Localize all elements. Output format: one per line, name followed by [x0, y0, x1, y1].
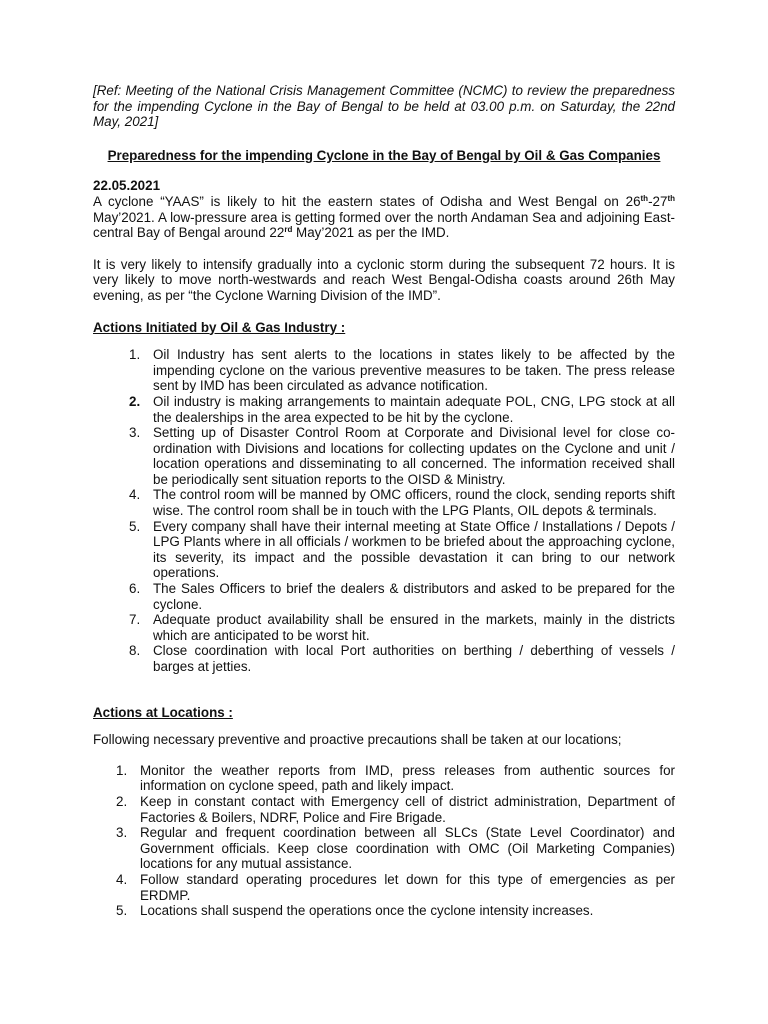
- list-item: [116, 763, 675, 794]
- item-number: 4.: [116, 871, 128, 887]
- item-text: Monitor the weather reports from IMD, press releases from authentic sources for information on cyclone speed, path and likely impact.: [140, 762, 675, 794]
- intro-paragraph-2: It is very likely to intensify gradually into a cyclonic storm during the subsequent 72 hours. It is very likely to move north-westwards and reach West Bengal-Odisha coasts around 26th May evening, as per “the Cyclone Warning Division of the IMD”.: [93, 256, 675, 303]
- item-number: 4.: [129, 487, 141, 503]
- item-number: 7.: [129, 612, 141, 628]
- list-item: [129, 643, 675, 674]
- list-item: [116, 794, 675, 825]
- item-number: 2.: [116, 793, 128, 809]
- location-actions-intro: Following necessary preventive and proactive precautions shall be taken at our locations;: [93, 732, 622, 748]
- item-text: The control room will be manned by OMC officers, round the clock, sending reports shift wise. The control room shall be in touch with the LPG Plants, OIL depots & terminals.: [153, 487, 675, 519]
- industry-actions-heading: Actions Initiated by Oil & Gas Industry :: [93, 319, 346, 335]
- item-number: 8.: [129, 643, 141, 659]
- item-text: Follow standard operating procedures let down for this type of emergencies as per ERDMP.: [140, 871, 675, 903]
- item-number: 1.: [116, 762, 128, 778]
- intro-text-c: May’2021. A low-pressure area is getting formed over the north Andaman Sea and adjoining East-central Bay of Bengal around 22: [93, 209, 675, 241]
- item-number: 1.: [129, 347, 141, 363]
- list-item: [129, 425, 675, 487]
- list-item: [129, 581, 675, 612]
- document-date: 22.05.2021: [93, 178, 161, 194]
- list-item: [129, 394, 675, 425]
- intro-paragraph-1: [93, 194, 675, 241]
- document-title: Preparedness for the impending Cyclone in the Bay of Bengal by Oil & Gas Companies: [107, 147, 661, 163]
- item-text: Oil Industry has sent alerts to the locations in states likely to be affected by the impending cyclone on the various preventive measures to be taken. The press release sent by IMD has been circulated as advance notification.: [153, 347, 675, 394]
- item-number: 5.: [129, 518, 141, 534]
- item-number: 5.: [116, 903, 128, 919]
- item-text: Keep in constant contact with Emergency cell of district administration, Department of Factories & Boilers, NDRF, Police and Fire Brigade.: [140, 793, 675, 825]
- location-actions-heading: Actions at Locations :: [93, 704, 233, 720]
- list-item: [116, 872, 675, 903]
- item-number: 3.: [129, 425, 141, 441]
- list-item: [129, 487, 675, 518]
- location-actions-list: [116, 763, 675, 919]
- intro-text-b: -27: [648, 193, 668, 209]
- item-text: Regular and frequent coordination between all SLCs (State Level Coordinator) and Government officials. Keep close coordination with OMC (Oil Marketing Companies) locations for any mutual assistance.: [140, 825, 675, 872]
- list-item: [116, 903, 675, 919]
- intro-text-d: May’2021 as per the IMD.: [292, 225, 450, 241]
- item-text: The Sales Officers to brief the dealers & distributors and asked to be prepared for the cyclone.: [153, 581, 675, 612]
- intro-sup-2: th: [667, 193, 675, 203]
- intro-sup-3: rd: [284, 225, 293, 235]
- list-item: [129, 519, 675, 581]
- item-text: Locations shall suspend the operations once the cyclone intensity increases.: [140, 903, 594, 919]
- item-text: Setting up of Disaster Control Room at Corporate and Divisional level for close co-ordination with Divisions and locations for collecting updates on the Cyclone and unit / location operations and disseminating to all concerned. The information received shall be periodically sent situation reports to the OISD & Ministry.: [153, 425, 675, 487]
- intro-text-a: A cyclone “YAAS” is likely to hit the eastern states of Odisha and West Bengal on 26: [93, 193, 641, 209]
- item-text: Oil industry is making arrangements to maintain adequate POL, CNG, LPG stock at all the dealerships in the area expected to be hit by the cyclone.: [153, 393, 675, 425]
- item-number: 6.: [129, 581, 141, 597]
- item-text: Every company shall have their internal meeting at State Office / Installations / Depots / LPG Plants where in all officials / workmen to be briefed about the approaching cyclone, its severity, its impact and the possible devastation it can bring to our network operations.: [153, 518, 675, 581]
- list-item: [129, 612, 675, 643]
- list-item: [129, 347, 675, 394]
- item-number: 3.: [116, 825, 128, 841]
- document-page: [93, 83, 675, 919]
- reference-note: [Ref: Meeting of the National Crisis Management Committee (NCMC) to review the preparedness for the impending Cyclone in the Bay of Bengal to be held at 03.00 p.m. on Saturday, the 22nd May, 2021]: [93, 83, 675, 130]
- item-text: Close coordination with local Port authorities on berthing / deberthing of vessels / barges at jetties.: [153, 643, 675, 674]
- item-text: Adequate product availability shall be ensured in the markets, mainly in the districts which are anticipated to be worst hit.: [153, 612, 675, 643]
- list-item: [116, 825, 675, 872]
- intro-sup-1: th: [640, 193, 649, 203]
- industry-actions-list: [129, 347, 675, 674]
- item-number: 2.: [129, 393, 141, 409]
